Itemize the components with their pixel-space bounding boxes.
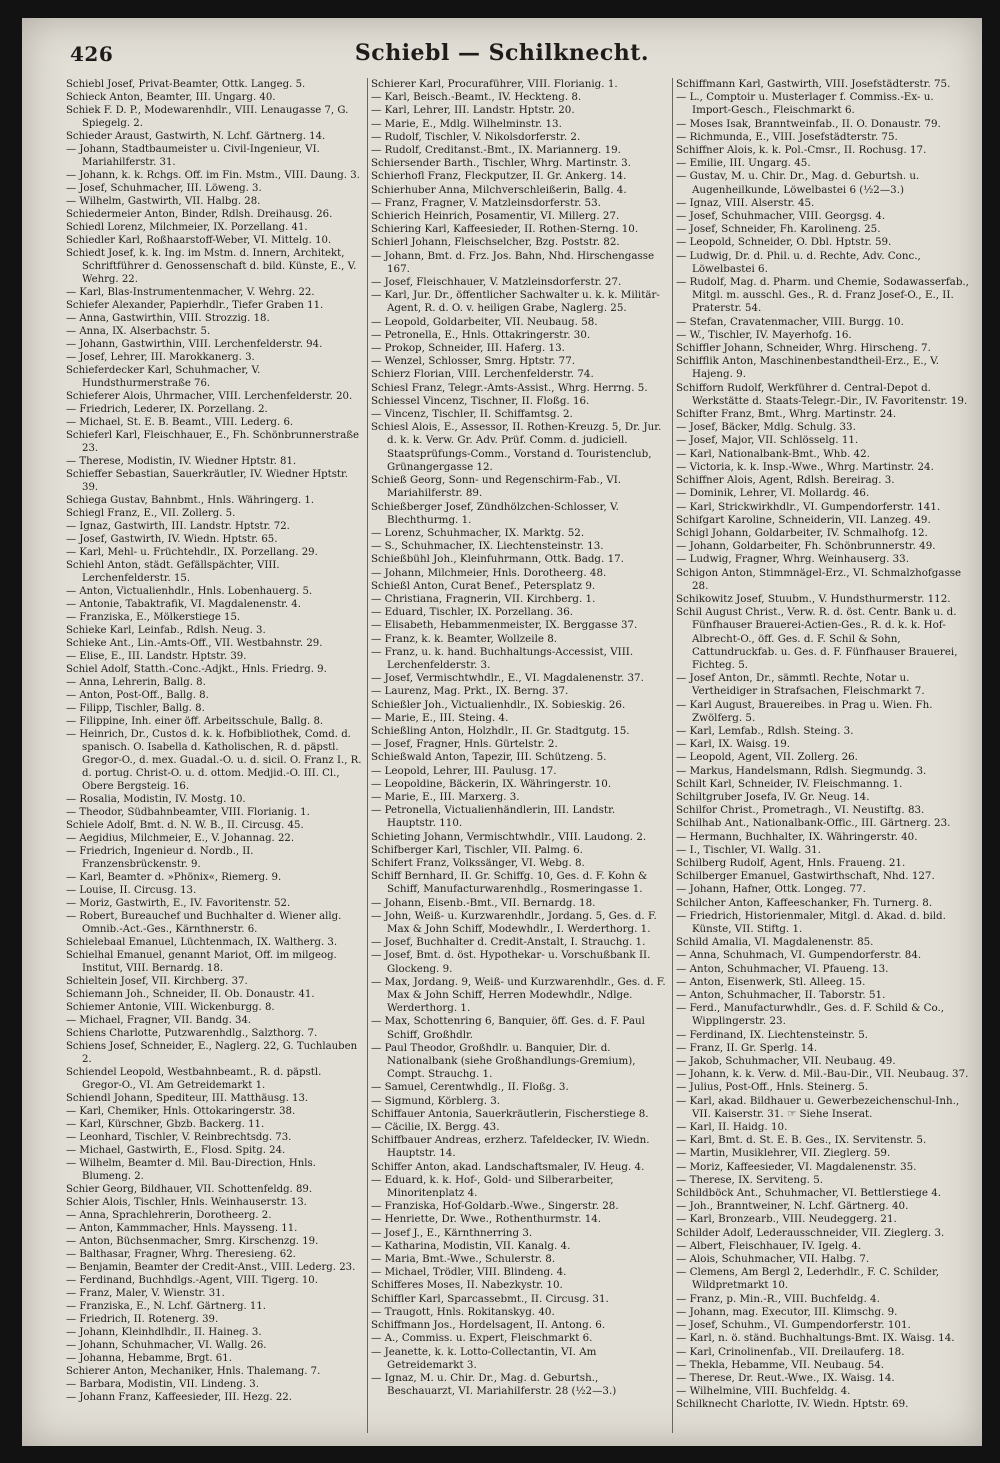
directory-column-3 bbox=[676, 78, 976, 1433]
directory-entry: — Franziska, E., Mölkerstiege 15. bbox=[66, 612, 241, 623]
directory-entry: Schiendl Johann, Spediteur, III. Matthäusg. 13. bbox=[66, 1093, 309, 1104]
directory-entry: — Karl, akad. Bildhauer u. Gewerbezeichenschul-Inh., VII. Kaiserstr. 31. ☞ Siehe Inserat. bbox=[676, 1094, 960, 1120]
directory-entry: — Albert, Fleischhauer, IV. Igelg. 4. bbox=[676, 1239, 862, 1252]
directory-entry: — Leopold, Schneider, O. Dbl. Hptstr. 59. bbox=[676, 236, 892, 249]
directory-entry: — Johann, mag. Executor, III. Klimschg. 9. bbox=[676, 1305, 898, 1318]
directory-entry: Schilder Adolf, Lederausschneider, VII. Zieglerg. 3. bbox=[676, 1226, 945, 1239]
directory-entry: — Franziska, Hof-Goldarb.-Wwe., Singerstr. 28. bbox=[371, 1200, 619, 1213]
directory-entry: — Eduard, k. k. Hof-, Gold- und Silberarbeiter, Minoritenplatz 4. bbox=[371, 1173, 614, 1200]
directory-entry: — Max, Jordang. 9, Weiß- und Kurzwarenhdlr., Ges. d. F. Max & John Schiff, Herren Modewhdlr., Ndlge. Werderthorg. 1. bbox=[371, 975, 666, 1015]
directory-entry: — Franziska, E., N. Lchf. Gärtnerg. 11. bbox=[66, 1301, 266, 1312]
directory-entry: — Elisabeth, Hebammenmeister, IX. Berggasse 37. bbox=[371, 619, 638, 632]
directory-entry: — Michael, Gastwirth, E., Flosd. Spitg. 24. bbox=[66, 1145, 286, 1156]
directory-entry: — Anna, Sprachlehrerin, Dorotheerg. 2. bbox=[66, 1210, 272, 1221]
directory-entry: Schiele Adolf, Bmt. d. N. W. B., II. Circusg. 45. bbox=[66, 820, 304, 831]
directory-entry: Schiltgruber Josefa, IV. Gr. Neug. 14. bbox=[676, 790, 870, 803]
directory-entry: Schierich Heinrich, Posamentir, VI. Millerg. 27. bbox=[371, 210, 620, 223]
directory-entry: — Jakob, Schuhmacher, VII. Neubaug. 49. bbox=[676, 1055, 896, 1068]
directory-entry: — Julius, Post-Off., Hnls. Steinerg. 5. bbox=[676, 1081, 869, 1094]
directory-entry: — Karl, Bronzearb., VIII. Neudeggerg. 21. bbox=[676, 1213, 897, 1226]
directory-entry: — Anna, IX. Alserbachstr. 5. bbox=[66, 326, 211, 337]
directory-entry: — Stefan, Cravatenmacher, VIII. Burgg. 10. bbox=[676, 315, 904, 328]
directory-entry: Schil August Christ., Verw. R. d. öst. Centr. Bank u. d. Fünfhauser Brauerei-Actien-Ges., R. d. k. k. Hof-Albrecht-O., öff. Ges. d. F. Schil & Sohn, Cattundruckfab. u. Ges. d. F. Fünfhauser Brauerei, Fichteg. 5. bbox=[676, 606, 958, 671]
directory-entry: — Richmunda, E., VIII. Josefstädterstr. 75. bbox=[676, 130, 898, 143]
directory-entry: — Marie, E., III. Marxerg. 3. bbox=[371, 790, 520, 803]
directory-entry: Schiffmann Jos., Hordelsagent, II. Antong. 6. bbox=[371, 1319, 606, 1332]
directory-entry: Schifert Franz, Volkssänger, VI. Webg. 8. bbox=[371, 856, 585, 869]
directory-entry: Schiebl Josef, Privat-Beamter, Ottk. Langeg. 5. bbox=[66, 79, 306, 90]
directory-entry: — Johann, Gastwirthin, VIII. Lerchenfelderstr. 94. bbox=[66, 339, 323, 350]
directory-entry: — Johann, Stadtbaumeister u. Civil-Ingenieur, VI. Mariahilferstr. 31. bbox=[66, 144, 320, 168]
directory-entry: — Josef Anton, Dr., sämmtl. Rechte, Notar u. Vertheidiger in Strafsachen, Fleischmarkt 7. bbox=[676, 672, 925, 698]
directory-entry: — Michael, St. E. B. Beamt., VIII. Lederg. 6. bbox=[66, 417, 294, 428]
directory-entry: — Anton, Schuhmacher, VI. Pfaueng. 13. bbox=[676, 962, 889, 975]
directory-entry: — Leopold, Lehrer, III. Paulusg. 17. bbox=[371, 764, 557, 777]
directory-entry: — Anton, Kammmacher, Hnls. Maysseng. 11. bbox=[66, 1223, 298, 1234]
directory-entry: — Friedrich, Lederer, IX. Porzellang. 2. bbox=[66, 404, 268, 415]
directory-entry: Schifberger Karl, Tischler, VII. Palmg. 6. bbox=[371, 843, 583, 856]
directory-entry: Schifter Franz, Bmt., Whrg. Martinstr. 24. bbox=[676, 408, 897, 421]
directory-entry: — Anton, Büchsenmacher, Smrg. Kirschenzg. 19. bbox=[66, 1236, 319, 1247]
directory-entry: — Aegidius, Milchmeier, E., V. Johannag. 22. bbox=[66, 833, 295, 844]
directory-entry: Schießl Anton, Curat Benef., Petersplatz 9. bbox=[371, 579, 596, 592]
directory-entry: — Karl, Lehrer, III. Landstr. Hptstr. 20. bbox=[371, 104, 575, 117]
directory-entry: — Sigmund, Körblerg. 3. bbox=[371, 1094, 501, 1107]
directory-entry: — Josef, Fragner, Hnls. Gürtelstr. 2. bbox=[371, 738, 558, 751]
directory-entry: Schiendel Leopold, Westbahnbeamt., R. d. päpstl. Gregor-O., VI. Am Getreidemarkt 1. bbox=[66, 1067, 322, 1091]
directory-entry: — Karl, Bmt. d. St. E. B. Ges., IX. Servitenstr. 5. bbox=[676, 1134, 927, 1147]
directory-entry: — Josef, Schuhmacher, III. Löweng. 3. bbox=[66, 183, 262, 194]
directory-entry: Schiffner Alois, Agent, Rdlsh. Bereirag. 3. bbox=[676, 474, 895, 487]
directory-entry: Schilfor Christ., Prometragh., VI. Neustiftg. 83. bbox=[676, 804, 925, 817]
directory-entry: — Filipp, Tischler, Ballg. 8. bbox=[66, 703, 205, 714]
directory-entry: Schifferes Moses, II. Nabezkystr. 10. bbox=[371, 1279, 563, 1292]
directory-entry: — Franz, u. k. hand. Buchhaltungs-Accessist, VIII. Lerchenfelderstr. 3. bbox=[371, 645, 634, 671]
directory-entry: — Johann, Bmt. d. Frz. Jos. Bahn, Nhd. Hirschengasse 167. bbox=[371, 249, 655, 275]
directory-entry: — Leonhard, Tischler, V. Reinbrechtsdg. 73. bbox=[66, 1132, 292, 1143]
directory-entry: Schiesl Alois, E., Assessor, II. Rothen-Kreuzg. 5, Dr. Jur. d. k. k. Verw. Gr. Adv. Prüf. Comm. d. judiciell. Staatsprüfungs-Comm., Vorstand d. Touristenclub, Grünangergasse 12. bbox=[371, 421, 662, 473]
directory-entry: Schildböck Ant., Schuhmacher, VI. Bettlerstiege 4. bbox=[676, 1187, 942, 1200]
directory-entry: — Louise, II. Circusg. 13. bbox=[66, 885, 197, 896]
directory-entry: — Karl, Lemfab., Rdlsh. Steing. 3. bbox=[676, 724, 854, 737]
directory-entry: Schiesl Franz, Telegr.-Amts-Assist., Whrg. Herrng. 5. bbox=[371, 381, 648, 394]
directory-entry: — Marie, E., III. Steing. 4. bbox=[371, 711, 509, 724]
directory-entry: — Benjamin, Beamter der Credit-Anst., VIII. Lederg. 23. bbox=[66, 1262, 356, 1273]
directory-entry: — Clemens, Am Bergl 2, Lederhdlr., F. C. Schilder, Wildpretmarkt 10. bbox=[676, 1266, 940, 1292]
directory-entry: — Ludwig, Dr. d. Phil. u. d. Rechte, Adv. Conc., Löwelbastei 6. bbox=[676, 249, 921, 275]
directory-entry: — Henriette, Dr. Wwe., Rothenthurmstr. 14. bbox=[371, 1213, 602, 1226]
directory-entry: — Karl, Beamter d. »Phönix«, Riemerg. 9. bbox=[66, 872, 282, 883]
directory-entry: — Johann, Kleinhdlhdlr., II. Haineg. 3. bbox=[66, 1327, 262, 1338]
directory-entry: Schiens Josef, Schneider, E., Naglerg. 22, G. Tuchlauben 2. bbox=[66, 1041, 358, 1065]
directory-entry: — Christiana, Fragnerin, VII. Kirchberg. 1. bbox=[371, 592, 596, 605]
directory-entry: Schiek F. D. P., Modewarenhdlr., VIII. Lenaugasse 7, G. Spiegelg. 2. bbox=[66, 105, 349, 129]
directory-entry: Schieltein Josef, VII. Kirchberg. 37. bbox=[66, 976, 248, 987]
directory-page bbox=[22, 18, 982, 1446]
directory-entry: Schifgart Karoline, Schneiderin, VII. Lanzeg. 49. bbox=[676, 513, 931, 526]
directory-entry: Schiff Bernhard, II. Gr. Schiffg. 10, Ges. d. F. Kohn & Schiff, Manufacturwarenhdlg., Rosmeringasse 1. bbox=[371, 870, 648, 896]
directory-entry: — Karl, II. Haidg. 10. bbox=[676, 1121, 788, 1134]
directory-entry: — Friedrich, Historienmaler, Mitgl. d. Akad. d. bild. Künste, VII. Stiftg. 1. bbox=[676, 909, 946, 935]
directory-entry: — Michael, Trödler, VIII. Blindeng. 4. bbox=[371, 1266, 567, 1279]
directory-entry: — Barbara, Modistin, VII. Lindeng. 3. bbox=[66, 1379, 259, 1390]
directory-entry: — Josef, Gastwirth, IV. Wiedn. Hptstr. 65. bbox=[66, 534, 278, 545]
directory-entry: — Paul Theodor, Großhdlr. u. Banquier, Dir. d. Nationalbank (siehe Großhandlungs-Gremium), Compt. Strauchg. 1. bbox=[371, 1041, 636, 1081]
directory-entry: — Johann, Goldarbeiter, Fh. Schönbrunnerstr. 49. bbox=[676, 540, 936, 553]
directory-entry: — Karl, IX. Waisg. 19. bbox=[676, 738, 791, 751]
directory-entry: — Maria, Bmt.-Wwe., Schulerstr. 8. bbox=[371, 1253, 556, 1266]
directory-entry: — Josef, Bäcker, Mdlg. Schulg. 33. bbox=[676, 421, 856, 434]
directory-entry: — Wilhelmine, VIII. Buchfeldg. 4. bbox=[676, 1385, 851, 1398]
running-head: Schiebl — Schilknecht. bbox=[354, 40, 650, 66]
directory-entry: — Eduard, Tischler, IX. Porzellang. 36. bbox=[371, 606, 574, 619]
directory-entry: — Michael, Fragner, VII. Bandg. 34. bbox=[66, 1015, 252, 1026]
directory-entry: — Franz, Fragner, V. Matzleinsdorferstr. 53. bbox=[371, 196, 601, 209]
directory-entry: Schigl Johann, Goldarbeiter, IV. Schmalhofg. 12. bbox=[676, 526, 928, 539]
directory-entry: Schießwald Anton, Tapezir, III. Schützeng. 5. bbox=[371, 751, 607, 764]
directory-entry: — Rosalia, Modistin, IV. Mostg. 10. bbox=[66, 794, 246, 805]
directory-entry: — Ignaz, M. u. Chir. Dr., Mag. d. Geburtsh., Beschauarzt, VI. Mariahilferstr. 28 (½2—3.) bbox=[371, 1371, 617, 1398]
directory-entry: Schiersender Barth., Tischler, Whrg. Martinstr. 3. bbox=[371, 157, 631, 170]
directory-entry: Schiehl Anton, städt. Gefällspächter, VIII. Lerchenfelderstr. 15. bbox=[66, 560, 280, 584]
directory-entry: Schilt Karl, Schneider, IV. Fleischmanng. 1. bbox=[676, 777, 903, 790]
directory-entry: Schieke Karl, Leinfab., Rdlsh. Neug. 3. bbox=[66, 625, 266, 636]
directory-entry: Schild Amalia, VI. Magdalenenstr. 85. bbox=[676, 936, 874, 949]
directory-entry: — Josef, Vermischtwhdlr., E., VI. Magdalenenstr. 37. bbox=[371, 672, 644, 685]
directory-entry: — Johann, k. k. Verw. d. Mil.-Bau-Dir., VII. Neubaug. 37. bbox=[676, 1068, 969, 1081]
directory-entry: — Moriz, Kaffeesieder, VI. Magdalenenstr. 35. bbox=[676, 1160, 917, 1173]
directory-entry: Schierer Karl, Procuraführer, VIII. Florianig. 1. bbox=[371, 78, 618, 90]
directory-entry: Schieder Araust, Gastwirth, N. Lchf. Gärtnerg. 14. bbox=[66, 131, 326, 142]
directory-column-2 bbox=[371, 78, 667, 1433]
directory-entry: — Cäcilie, IX. Bergg. 43. bbox=[371, 1121, 500, 1134]
directory-entry: — Josef, Schuhmacher, VIII. Georgsg. 4. bbox=[676, 210, 886, 223]
directory-entry: — Samuel, Cerentwhdlg., II. Floßg. 3. bbox=[371, 1081, 569, 1094]
directory-entry: — Ferd., Manufacturwhdlr., Ges. d. F. Schild & Co., Wipplingerstr. 23. bbox=[676, 1002, 945, 1028]
directory-entry: — Anna, Lehrerin, Ballg. 8. bbox=[66, 677, 206, 688]
directory-entry: — Moses Isak, Branntweinfab., II. O. Donaustr. 79. bbox=[676, 117, 941, 130]
directory-entry: Schieferer Alois, Uhrmacher, VIII. Lerchenfelderstr. 20. bbox=[66, 391, 353, 402]
directory-entry: — Balthasar, Fragner, Whrg. Theresieng. 62. bbox=[66, 1249, 296, 1260]
directory-entry: Schilhab Ant., Nationalbank-Offic., III. Gärtnerg. 23. bbox=[676, 817, 951, 830]
directory-entry: Schierl Johann, Fleischselcher, Bzg. Poststr. 82. bbox=[371, 236, 620, 249]
directory-entry: Schierhofl Franz, Fleckputzer, II. Gr. Ankerg. 14. bbox=[371, 170, 627, 183]
directory-entry: — Theodor, Südbahnbeamter, VIII. Florianig. 1. bbox=[66, 807, 310, 818]
directory-entry: — Friedrich, II. Rotenerg. 39. bbox=[66, 1314, 219, 1325]
directory-entry: — Rudolf, Mag. d. Pharm. und Chemie, Sodawasserfab., Mitgl. m. ausschl. Ges., R. d. Franz Josef-O., E., II. Praterstr. 54. bbox=[676, 276, 969, 315]
page-number: 426 bbox=[70, 42, 114, 66]
directory-entry: — Karl August, Brauereibes. in Prag u. Wien. Fh. Zwölferg. 5. bbox=[676, 698, 933, 724]
directory-entry: — Franz, II. Gr. Sperlg. 14. bbox=[676, 1041, 818, 1054]
directory-entry: Schieting Johann, Vermischtwhdlr., VIII. Laudong. 2. bbox=[371, 830, 647, 843]
directory-entry: Schieke Ant., Lin.-Amts-Off., VII. Westbahnstr. 29. bbox=[66, 638, 323, 649]
directory-entry: — Johann, Schuhmacher, VI. Wallg. 26. bbox=[66, 1340, 267, 1351]
directory-entry: — Joh., Branntweiner, N. Lchf. Gärtnerg. 40. bbox=[676, 1200, 909, 1213]
directory-entry: Schiffmann Karl, Gastwirth, VIII. Josefstädterstr. 75. bbox=[676, 78, 951, 90]
directory-entry: — Josef, Major, VII. Schlösselg. 11. bbox=[676, 434, 859, 447]
directory-entry: Schieffer Sebastian, Sauerkräutler, IV. Wiedner Hptstr. 39. bbox=[66, 469, 348, 493]
directory-entry: — Ignaz, Gastwirth, III. Landstr. Hptstr. 72. bbox=[66, 521, 290, 532]
directory-entry: — Petronella, E., Hnls. Ottakringerstr. 30. bbox=[371, 328, 591, 341]
directory-entry: — Friedrich, Ingenieur d. Nordb., II. Franzensbrückenstr. 9. bbox=[66, 846, 254, 870]
directory-entry: — Josef J., E., Kärnthnerring 3. bbox=[371, 1226, 533, 1239]
directory-entry: Schierhuber Anna, Milchverschleißerin, Ballg. 4. bbox=[371, 183, 627, 196]
directory-entry: Schigon Anton, Stimmnägel-Erz., VI. Schmalzhofgasse 28. bbox=[676, 566, 962, 592]
directory-entry: — Karl, Jur. Dr., öffentlicher Sachwalter u. k. k. Militär-Agent, R. d. O. v. heiligen Grabe, Naglerg. 25. bbox=[371, 289, 660, 315]
directory-entry: — Petronella, Victualienhändlerin, III. Landstr. Hauptstr. 110. bbox=[371, 804, 616, 830]
directory-entry: — Karl, Blas-Instrumentenmacher, V. Wehrg. 22. bbox=[66, 287, 315, 298]
directory-entry: — Franz, k. k. Beamter, Wollzeile 8. bbox=[371, 632, 558, 645]
directory-entry: — Josef, Fleischhauer, V. Matzleinsdorferstr. 27. bbox=[371, 276, 622, 289]
directory-entry: Schilberger Emanuel, Gastwirthschaft, Nhd. 127. bbox=[676, 870, 935, 883]
directory-entry: Schiens Charlotte, Putzwarenhdlg., Salzthorg. 7. bbox=[66, 1028, 318, 1039]
directory-entry: — W., Tischler, IV. Mayerhofg. 16. bbox=[676, 328, 852, 341]
directory-entry: — Anton, Eisenwerk, Stl. Alleeg. 15. bbox=[676, 975, 866, 988]
directory-entry: — Martin, Musiklehrer, VII. Zieglerg. 59. bbox=[676, 1147, 891, 1160]
directory-entry: — Vincenz, Tischler, II. Schiffamtsg. 2. bbox=[371, 408, 573, 421]
directory-entry: — Thekla, Hebamme, VII. Neubaug. 54. bbox=[676, 1358, 885, 1371]
directory-entry: Schilknecht Charlotte, IV. Wiedn. Hptstr. 69. bbox=[676, 1398, 909, 1411]
directory-entry: — Johann, k. k. Rchgs. Off. im Fin. Mstm., VIII. Daung. 3. bbox=[66, 170, 360, 181]
directory-entry: Schier Alois, Tischler, Hnls. Weinhauserstr. 13. bbox=[66, 1197, 307, 1208]
directory-entry: — Johann Franz, Kaffeesieder, III. Hezg. 22. bbox=[66, 1392, 292, 1403]
directory-entry: — Wenzel, Schlosser, Smrg. Hptstr. 77. bbox=[371, 355, 576, 368]
directory-entry: Schikowitz Josef, Stuubm., V. Hundsthurmerstr. 112. bbox=[676, 592, 951, 605]
directory-entry: Schiedt Josef, k. k. Ing. im Mstm. d. Innern, Architekt, Schriftführer d. Genossenschaft d. bild. Künste, E., V. Wehrg. 22. bbox=[66, 248, 357, 285]
directory-entry: Schiel Adolf, Statth.-Conc.-Adjkt., Hnls. Friedrg. 9. bbox=[66, 664, 327, 675]
directory-entry: — Laurenz, Mag. Prkt., IX. Berng. 37. bbox=[371, 685, 569, 698]
directory-entry: Schiedler Karl, Roßhaarstoff-Weber, VI. Mittelg. 10. bbox=[66, 235, 332, 246]
directory-entry: — Hermann, Buchhalter, IX. Währingerstr. 40. bbox=[676, 830, 918, 843]
directory-entry: — Leopold, Goldarbeiter, VII. Neubaug. 58. bbox=[371, 315, 598, 328]
directory-entry: Schiegl Franz, E., VII. Zollerg. 5. bbox=[66, 508, 236, 519]
directory-entry: — Therese, Dr. Reut.-Wwe., IX. Waisg. 14. bbox=[676, 1371, 895, 1384]
directory-entry: Schiffbauer Andreas, erzherz. Tafeldecker, IV. Wiedn. Hauptstr. 14. bbox=[371, 1134, 650, 1160]
directory-entry: — Josef, Bmt. d. öst. Hypothekar- u. Vorschußbank II. Glockeng. 9. bbox=[371, 949, 651, 975]
directory-entry: — Ferdinand, Buchhdlgs.-Agent, VIII. Tigerg. 10. bbox=[66, 1275, 318, 1286]
directory-entry: Schiffauer Antonia, Sauerkräutlerin, Fischerstiege 8. bbox=[371, 1107, 649, 1120]
directory-entry: Schielebaal Emanuel, Lüchtenmach, IX. Waltherg. 3. bbox=[66, 937, 338, 948]
directory-entry: — Markus, Handelsmann, Rdlsh. Siegmundg. 3. bbox=[676, 764, 927, 777]
directory-entry: — L., Comptoir u. Musterlager f. Commiss.-Ex- u. Import-Gesch., Fleischmarkt 6. bbox=[676, 91, 934, 117]
directory-entry: — Anton, Post-Off., Ballg. 8. bbox=[66, 690, 209, 701]
directory-entry: — Prokop, Schneider, III. Haferg. 13. bbox=[371, 342, 565, 355]
directory-entry: — Anton, Schuhmacher, II. Taborstr. 51. bbox=[676, 989, 886, 1002]
directory-entry: Schier Georg, Bildhauer, VII. Schottenfeldg. 89. bbox=[66, 1184, 313, 1195]
directory-entry: — Leopold, Agent, VII. Zollerg. 26. bbox=[676, 751, 858, 764]
directory-entry: — Anton, Victualienhdlr., Hnls. Lobenhauerg. 5. bbox=[66, 586, 313, 597]
directory-entry: Schiemer Antonie, VIII. Wickenburgg. 8. bbox=[66, 1002, 275, 1013]
directory-entry: Schieß Georg, Sonn- und Regenschirm-Fab., VI. Mariahilferstr. 89. bbox=[371, 474, 622, 500]
directory-entry: — Marie, E., Mdlg. Wilhelminstr. 13. bbox=[371, 117, 562, 130]
directory-entry: Schielhal Emanuel, genannt Mariot, Off. im milgeog. Institut, VIII. Bernardg. 18. bbox=[66, 950, 337, 974]
directory-entry: Schilberg Rudolf, Agent, Hnls. Fraueng. 21. bbox=[676, 856, 906, 869]
directory-entry: — Therese, IX. Serviteng. 5. bbox=[676, 1173, 824, 1186]
directory-entry: — Johanna, Hebamme, Brgt. 61. bbox=[66, 1353, 232, 1364]
directory-entry: Schierz Florian, VIII. Lerchenfelderstr. 74. bbox=[371, 368, 594, 381]
directory-entry: — Karl, Nationalbank-Bmt., Whb. 42. bbox=[676, 447, 870, 460]
directory-entry: Schießberger Josef, Zündhölzchen-Schlosser, V. Blechthurmg. 1. bbox=[371, 500, 619, 526]
directory-entry: Schiefer Alexander, Papierhdlr., Tiefer Graben 11. bbox=[66, 300, 324, 311]
directory-entry: — Jeanette, k. k. Lotto-Collectantin, VI. Am Getreidemarkt 3. bbox=[371, 1345, 597, 1371]
directory-entry: — Ignaz, VIII. Alserstr. 45. bbox=[676, 196, 815, 209]
directory-entry: — Johann, Milchmeier, Hnls. Dorotheerg. 48. bbox=[371, 566, 607, 579]
directory-entry: — S., Schuhmacher, IX. Liechtensteinstr. 13. bbox=[371, 540, 604, 553]
directory-entry: — Karl, Kürschner, Gbzb. Backerg. 11. bbox=[66, 1119, 265, 1130]
directory-entry: Schießbühl Joh., Kleinfuhrmann, Ottk. Badg. 17. bbox=[371, 553, 624, 566]
directory-entry: — Ludwig, Fragner, Whrg. Weinhauserg. 33. bbox=[676, 553, 909, 566]
directory-entry: — Gustav, M. u. Chir. Dr., Mag. d. Geburtsh. u. Augenheilkunde, Löwelbastei 6 (½2—3.) bbox=[676, 170, 920, 196]
directory-entry: — I., Tischler, VI. Wallg. 31. bbox=[676, 843, 822, 856]
directory-entry: — Wilhelm, Beamter d. Mil. Bau-Direction, Hnls. Blumeng. 2. bbox=[66, 1158, 316, 1182]
directory-entry: Schieferdecker Karl, Schuhmacher, V. Hundsthurmerstraße 76. bbox=[66, 365, 261, 389]
directory-entry: Schifforn Rudolf, Werkführer d. Central-Depot d. Werkstätte d. Staats-Telegr.-Dir., IV. Favoritenstr. 19. bbox=[676, 381, 968, 407]
directory-entry: — Robert, Bureauchef und Buchhalter d. Wiener allg. Omnib.-Act.-Ges., Kärnthnerstr. 6. bbox=[66, 911, 342, 935]
page-header bbox=[22, 36, 982, 70]
directory-entry: — Josef, Lehrer, III. Marokkanerg. 3. bbox=[66, 352, 255, 363]
directory-entry: — Karl, Chemiker, Hnls. Ottokaringerstr. 38. bbox=[66, 1106, 296, 1117]
directory-entry: — Anna, Gastwirthin, VIII. Strozzig. 18. bbox=[66, 313, 270, 324]
directory-entry: — Ferdinand, IX. Liechtensteinstr. 5. bbox=[676, 1028, 869, 1041]
directory-entry: Schierer Anton, Mechaniker, Hnls. Thalemang. 7. bbox=[66, 1366, 321, 1377]
directory-entry: Schiffner Alois, k. k. Pol.-Cmsr., II. Rochusg. 17. bbox=[676, 144, 927, 157]
directory-entry: Schiedermeier Anton, Binder, Rdlsh. Dreihausg. 26. bbox=[66, 209, 333, 220]
directory-entry: — Anna, Schuhmach, VI. Gumpendorferstr. 84. bbox=[676, 949, 922, 962]
directory-entry: Schießling Anton, Holzhdlr., II. Gr. Stadtgutg. 15. bbox=[371, 724, 630, 737]
directory-entry: Schiering Karl, Kaffeesieder, II. Rothen-Sterng. 10. bbox=[371, 223, 639, 236]
directory-entry: — Lorenz, Schuhmacher, IX. Marktg. 52. bbox=[371, 526, 585, 539]
directory-entry: — A., Commiss. u. Expert, Fleischmarkt 6. bbox=[371, 1332, 593, 1345]
directory-entry: Schiffler Johann, Schneider, Whrg. Hirscheng. 7. bbox=[676, 342, 931, 355]
directory-entry: — Karl, Mehl- u. Früchtehdlr., IX. Porzellang. 29. bbox=[66, 547, 318, 558]
directory-entry: — Antonie, Tabaktrafik, VI. Magdalenenstr. 4. bbox=[66, 599, 301, 610]
directory-entry: — Franz, Maler, V. Wienstr. 31. bbox=[66, 1288, 225, 1299]
directory-column-1 bbox=[66, 78, 362, 1433]
column-divider bbox=[672, 78, 673, 1433]
directory-entry: — Johann, Hafner, Ottk. Longeg. 77. bbox=[676, 883, 866, 896]
directory-entry: — Josef, Buchhalter d. Credit-Anstalt, I. Strauchg. 1. bbox=[371, 936, 646, 949]
directory-entry: Schiemann Joh., Schneider, II. Ob. Donaustr. 41. bbox=[66, 989, 315, 1000]
directory-entry: Schilcher Anton, Kaffeeschanker, Fh. Turnerg. 8. bbox=[676, 896, 933, 909]
directory-entry: Schieferl Karl, Fleischhauer, E., Fh. Schönbrunnerstraße 23. bbox=[66, 430, 360, 454]
directory-entry: Schieck Anton, Beamter, III. Ungarg. 40. bbox=[66, 92, 276, 103]
directory-entry: — Karl, n. ö. ständ. Buchhaltungs-Bmt. IX. Waisg. 14. bbox=[676, 1332, 955, 1345]
directory-entry: — Rudolf, Tischler, V. Nikolsdorferstr. 2. bbox=[371, 130, 581, 143]
directory-entry: — Heinrich, Dr., Custos d. k. k. Hofbibliothek, Comd. d. spanisch. O. Isabella d. Katholischen, R. d. päpstl. Gregor-O., d. mex. Guadal.-O. u. d. sicil. O. Franz I., R. d. portug. Christ-O. u. d. ottom. Medjid.-O. III. Cl., Obere Bergsteig. 16. bbox=[66, 729, 362, 792]
directory-entry: Schifflik Anton, Maschinenbestandtheil-Erz., E., V. Hajeng. 9. bbox=[676, 355, 940, 381]
directory-entry: — Moriz, Gastwirth, E., IV. Favoritenstr. 52. bbox=[66, 898, 291, 909]
directory-entry: — Dominik, Lehrer, VI. Mollardg. 46. bbox=[676, 487, 870, 500]
directory-entry: — Karl, Crinolinenfab., VII. Dreilauferg. 18. bbox=[676, 1345, 905, 1358]
directory-entry: — Karl, Beisch.-Beamt., IV. Heckteng. 8. bbox=[371, 91, 582, 104]
directory-entry: Schießler Joh., Victualienhdlr., IX. Sobieskig. 26. bbox=[371, 698, 626, 711]
directory-entry: Schiedl Lorenz, Milchmeier, IX. Porzellang. 41. bbox=[66, 222, 308, 233]
directory-entry: Schiffer Anton, akad. Landschaftsmaler, IV. Heug. 4. bbox=[371, 1160, 645, 1173]
directory-entry: — Traugott, Hnls. Rokitanskyg. 40. bbox=[371, 1305, 555, 1318]
column-divider bbox=[367, 78, 368, 1433]
directory-entry: Schiessel Vincenz, Tischner, II. Floßg. 16. bbox=[371, 394, 590, 407]
directory-entry: — Alois, Schuhmacher, VII. Halbg. 7. bbox=[676, 1253, 870, 1266]
directory-entry: — Filippine, Inh. einer öff. Arbeitsschule, Ballg. 8. bbox=[66, 716, 324, 727]
directory-entry: — Katharina, Modistin, VII. Kanalg. 4. bbox=[371, 1239, 571, 1252]
directory-entry: — Elise, E., III. Landstr. Hptstr. 39. bbox=[66, 651, 247, 662]
directory-entry: — Franz, p. Min.-R., VIII. Buchfeldg. 4. bbox=[676, 1292, 880, 1305]
directory-entry: — Leopoldine, Bäckerin, IX. Währingerstr. 10. bbox=[371, 777, 612, 790]
directory-entry: — John, Weiß- u. Kurzwarenhdlr., Jordang. 5, Ges. d. F. Max & John Schiff, Modewhdlr., I. Werderthorg. 1. bbox=[371, 909, 657, 935]
directory-entry: — Emilie, III. Ungarg. 45. bbox=[676, 157, 811, 170]
directory-entry: — Josef, Schneider, Fh. Karolineng. 25. bbox=[676, 223, 881, 236]
directory-columns bbox=[66, 78, 976, 1433]
directory-entry: Schiega Gustav, Bahnbmt., Hnls. Währingerg. 1. bbox=[66, 495, 315, 506]
directory-entry: — Johann, Eisenb.-Bmt., VII. Bernardg. 18. bbox=[371, 896, 596, 909]
directory-entry: — Wilhelm, Gastwirth, VII. Halbg. 28. bbox=[66, 196, 261, 207]
directory-entry: — Karl, Strickwirkhdlr., VI. Gumpendorferstr. 141. bbox=[676, 500, 941, 513]
directory-entry: Schiffler Karl, Sparcassebmt., II. Circusg. 31. bbox=[371, 1292, 609, 1305]
directory-entry: — Josef, Schuhm., VI. Gumpendorferstr. 101. bbox=[676, 1319, 911, 1332]
directory-entry: — Max, Schottenring 6, Banquier, öff. Ges. d. F. Paul Schiff, Großhdlr. bbox=[371, 1015, 645, 1041]
directory-entry: — Therese, Modistin, IV. Wiedner Hptstr. 81. bbox=[66, 456, 297, 467]
directory-entry: — Victoria, k. k. Insp.-Wwe., Whrg. Martinstr. 24. bbox=[676, 460, 934, 473]
directory-entry: — Rudolf, Creditanst.-Bmt., IX. Mariannerg. 19. bbox=[371, 144, 621, 157]
